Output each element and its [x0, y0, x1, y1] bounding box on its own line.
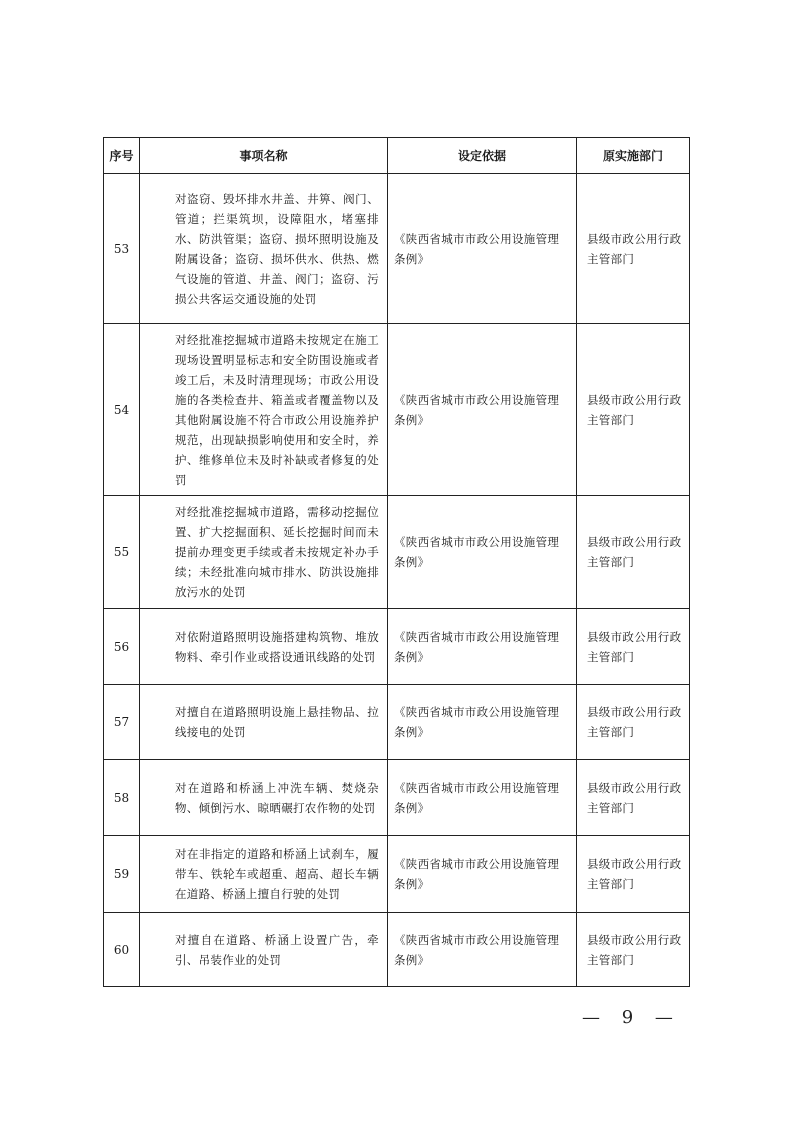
table-row [104, 685, 690, 760]
row-item-name: 对依附道路照明设施搭建构筑物、堆放物料、牵引作业或搭设通讯线路的处罚 [140, 609, 388, 685]
row-number: 58 [104, 760, 140, 836]
row-legal-basis: 《陕西省城市市政公用设施管理条例》 [388, 836, 577, 913]
row-department: 县级市政公用行政主管部门 [577, 496, 690, 609]
row-item-name: 对在非指定的道路和桥涵上试刹车，履带车、铁轮车或超重、超高、超长车辆在道路、桥涵上擅自行驶的处罚 [140, 836, 388, 913]
row-number: 57 [104, 685, 140, 760]
header-number: 序号 [104, 138, 140, 174]
row-item-name: 对擅自在道路、桥涵上设置广告，牵引、吊装作业的处罚 [140, 913, 388, 987]
regulation-table [103, 137, 690, 987]
table-row [104, 913, 690, 987]
row-legal-basis: 《陕西省城市市政公用设施管理条例》 [388, 913, 577, 987]
row-department: 县级市政公用行政主管部门 [577, 836, 690, 913]
header-legal-basis: 设定依据 [388, 138, 577, 174]
table-row [104, 324, 690, 496]
row-number: 55 [104, 496, 140, 609]
table-row [104, 760, 690, 836]
row-item-name: 对经批准挖掘城市道路未按规定在施工现场设置明显标志和安全防围设施或者竣工后，未及时清理现场；市政公用设施的各类检查井、箱盖或者覆盖物以及其他附属设施不符合市政公用设施养护规范，出现缺损影响使用和安全时，养护、维修单位未及时补缺或者修复的处罚 [140, 324, 388, 496]
row-legal-basis: 《陕西省城市市政公用设施管理条例》 [388, 174, 577, 324]
row-department: 县级市政公用行政主管部门 [577, 174, 690, 324]
table-header-row [104, 138, 690, 174]
row-legal-basis: 《陕西省城市市政公用设施管理条例》 [388, 496, 577, 609]
table-row [104, 496, 690, 609]
row-item-name: 对擅自在道路照明设施上悬挂物品、拉线接电的处罚 [140, 685, 388, 760]
row-legal-basis: 《陕西省城市市政公用设施管理条例》 [388, 685, 577, 760]
row-item-name: 对经批准挖掘城市道路，需移动挖掘位置、扩大挖掘面积、延长挖掘时间而未提前办理变更手续或者未按规定补办手续；未经批准向城市排水、防洪设施排放污水的处罚 [140, 496, 388, 609]
row-number: 60 [104, 913, 140, 987]
row-number: 54 [104, 324, 140, 496]
page-number: — 9 — [582, 1007, 681, 1028]
row-legal-basis: 《陕西省城市市政公用设施管理条例》 [388, 760, 577, 836]
row-department: 县级市政公用行政主管部门 [577, 324, 690, 496]
row-number: 59 [104, 836, 140, 913]
row-item-name: 对在道路和桥涵上冲洗车辆、焚烧杂物、倾倒污水、晾晒碾打农作物的处罚 [140, 760, 388, 836]
row-legal-basis: 《陕西省城市市政公用设施管理条例》 [388, 609, 577, 685]
header-department: 原实施部门 [577, 138, 690, 174]
header-item-name: 事项名称 [140, 138, 388, 174]
row-department: 县级市政公用行政主管部门 [577, 760, 690, 836]
table-row [104, 836, 690, 913]
row-legal-basis: 《陕西省城市市政公用设施管理条例》 [388, 324, 577, 496]
row-department: 县级市政公用行政主管部门 [577, 913, 690, 987]
table-row [104, 609, 690, 685]
row-number: 53 [104, 174, 140, 324]
row-item-name: 对盗窃、毁坏排水井盖、井箅、阀门、管道；拦渠筑坝，设障阻水，堵塞排水、防洪管渠；盗窃、损坏照明设施及附属设备；盗窃、损坏供水、供热、燃气设施的管道、井盖、阀门；盗窃、污损公共客运交通设施的处罚 [140, 174, 388, 324]
row-department: 县级市政公用行政主管部门 [577, 609, 690, 685]
row-department: 县级市政公用行政主管部门 [577, 685, 690, 760]
row-number: 56 [104, 609, 140, 685]
table-row [104, 174, 690, 324]
